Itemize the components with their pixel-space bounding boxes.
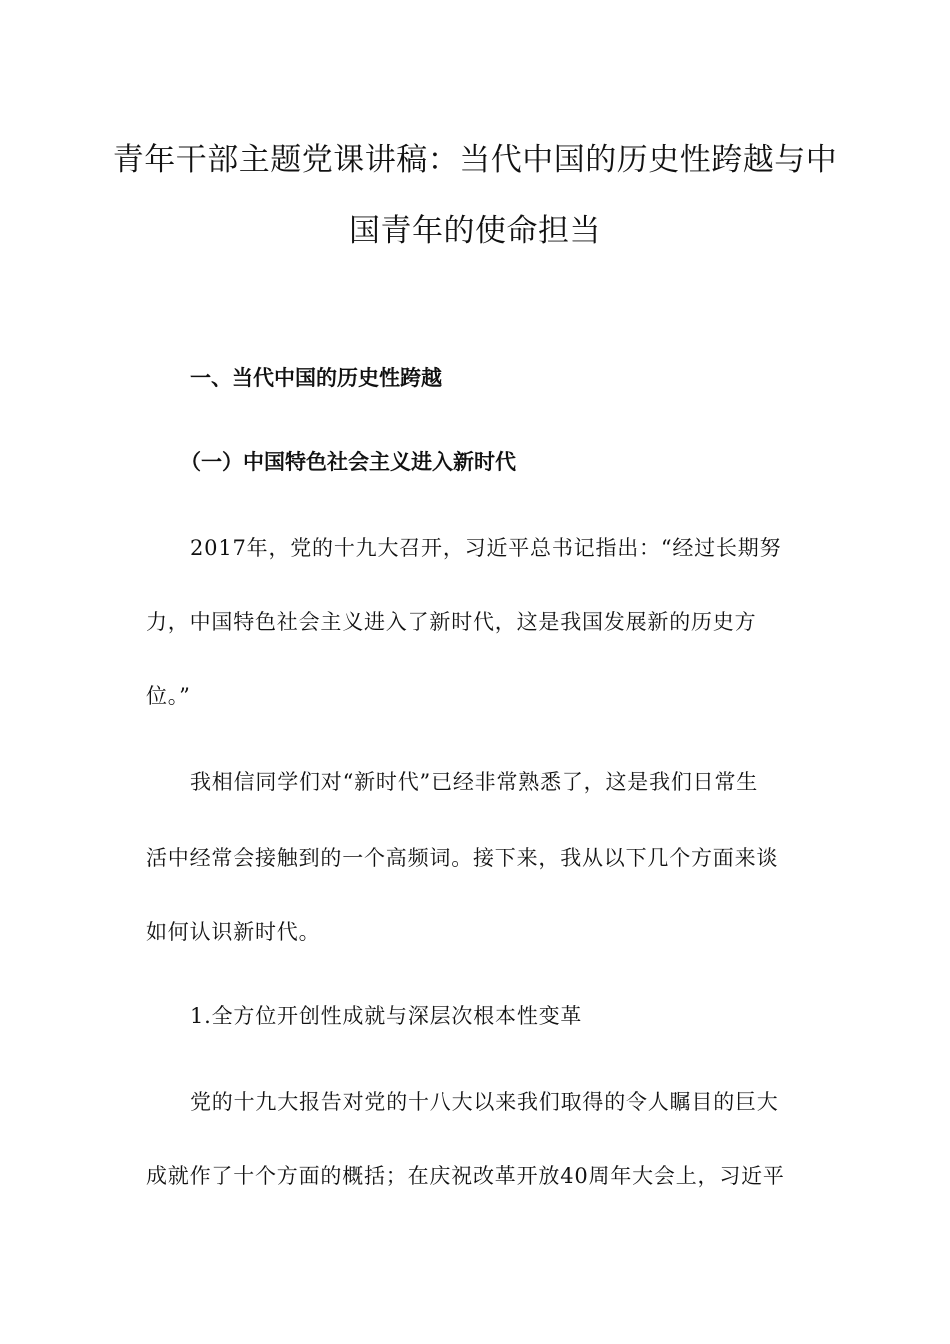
paragraph-2-line-3: 如何认识新时代。 (146, 920, 321, 944)
paragraph-3-line-2: 成就作了十个方面的概括；在庆祝改革开放40周年大会上，习近平 (146, 1164, 785, 1188)
paragraph-2-line-1: 我相信同学们对“新时代”已经非常熟悉了，这是我们日常生 (190, 770, 759, 794)
subsection-heading: （一）中国特色社会主义进入新时代 (180, 450, 516, 474)
paragraph-3-line-1: 党的十九大报告对党的十八大以来我们取得的令人瞩目的巨大 (190, 1090, 779, 1114)
paragraph-1-line-2: 力，中国特色社会主义进入了新时代，这是我国发展新的历史方 (146, 610, 757, 634)
section-heading: 一、当代中国的历史性跨越 (190, 366, 442, 390)
point-heading: 1.全方位开创性成就与深层次根本性变革 (190, 1004, 583, 1028)
paragraph-1-line-3: 位。” (146, 684, 191, 708)
paragraph-1-line-1: 2017年，党的十九大召开，习近平总书记指出：“经过长期努 (190, 536, 782, 560)
paragraph-2-line-2: 活中经常会接触到的一个高频词。接下来，我从以下几个方面来谈 (146, 846, 779, 870)
document-title-line-2: 国青年的使命担当 (349, 213, 601, 249)
document-title-line-1: 青年干部主题党课讲稿：当代中国的历史性跨越与中 (112, 142, 838, 178)
